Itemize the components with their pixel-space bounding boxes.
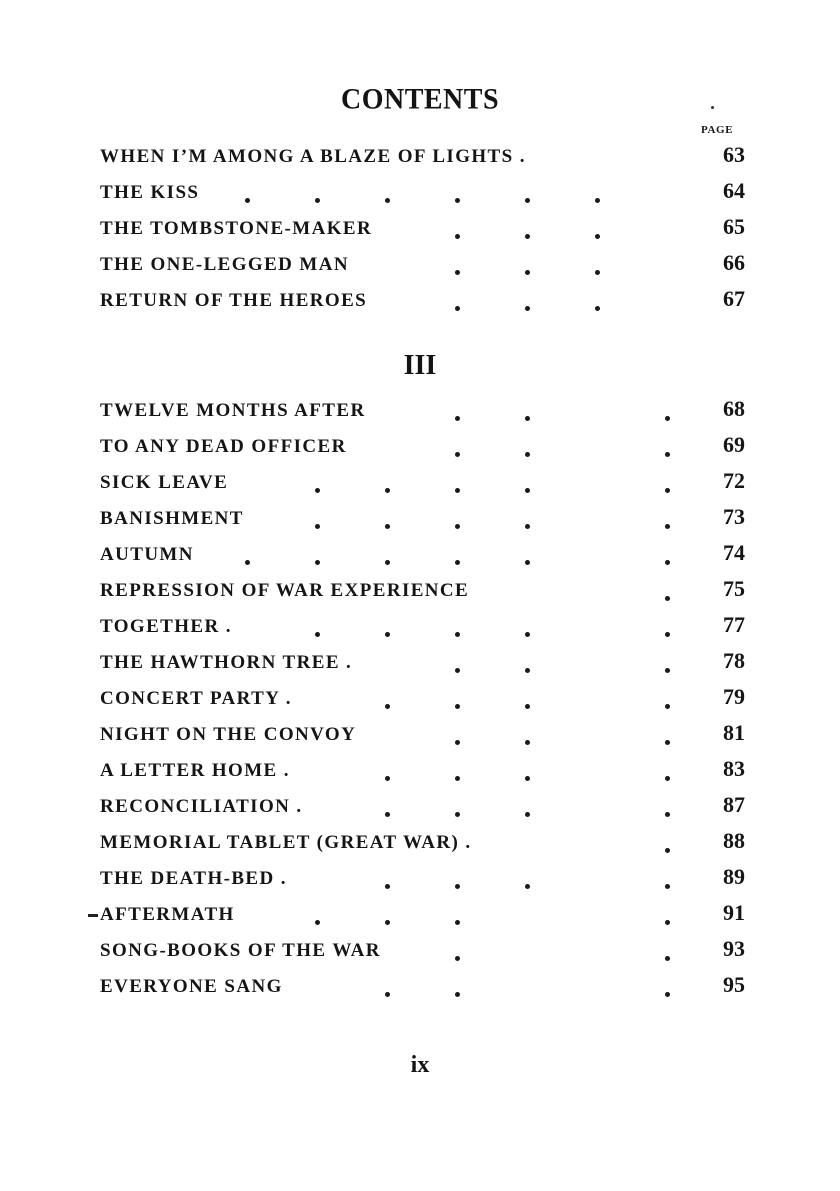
toc-entry-page: 81: [723, 720, 745, 745]
leader-dots: [100, 178, 700, 212]
leader-dot: [455, 306, 460, 311]
toc-entry-page: 87: [723, 792, 745, 817]
leader-dot: [455, 884, 460, 889]
leader-dot: [455, 234, 460, 239]
leader-dot: [385, 884, 390, 889]
toc-entry-page: 88: [723, 828, 745, 853]
toc-entry-page: 89: [723, 864, 745, 889]
toc-entry[interactable]: [100, 396, 745, 430]
leader-dot: [595, 198, 600, 203]
leader-dot: [525, 452, 530, 457]
leader-dot: [525, 270, 530, 275]
leader-dots: [100, 286, 700, 320]
toc-entry-title: MEMORIAL TABLET (GREAT WAR) .: [100, 832, 472, 853]
leader-dot: [665, 704, 670, 709]
toc-entry-title: NIGHT ON THE CONVOY: [100, 724, 357, 745]
leader-dots: [100, 648, 700, 682]
leader-dot: [665, 452, 670, 457]
page-column-label: PAGE: [701, 124, 734, 136]
page-folio: ix: [410, 1052, 430, 1078]
toc-entry-title: THE KISS: [100, 182, 200, 203]
leader-dot: [525, 234, 530, 239]
leader-dots: [100, 612, 700, 646]
toc-entry[interactable]: [100, 936, 745, 970]
toc-entry-title: THE ONE-LEGGED MAN: [100, 254, 349, 275]
toc-entry[interactable]: [100, 214, 745, 248]
leader-dot: [665, 884, 670, 889]
toc-entry[interactable]: [100, 468, 745, 502]
section-heading: III: [403, 350, 437, 381]
leader-dot: [665, 488, 670, 493]
contents-heading: CONTENTS: [340, 83, 500, 116]
leader-dots: [100, 936, 700, 970]
leader-dot: [455, 270, 460, 275]
toc-entry[interactable]: [100, 756, 745, 790]
leader-dots: [100, 972, 700, 1006]
toc-entry-page: 79: [723, 684, 745, 709]
leader-dots: [100, 540, 700, 574]
toc-entry-title: SICK LEAVE: [100, 472, 229, 493]
toc-entry[interactable]: [100, 828, 745, 862]
leader-dot: [455, 198, 460, 203]
leader-dot: [665, 668, 670, 673]
leader-dot: [245, 560, 250, 565]
leader-dots: [100, 864, 700, 898]
leader-dot: [525, 488, 530, 493]
leader-dot: [315, 524, 320, 529]
leader-dot: [525, 632, 530, 637]
toc-entry-page: 68: [723, 396, 745, 421]
leader-dots: [100, 792, 700, 826]
toc-entry-title: TOGETHER .: [100, 616, 232, 637]
toc-entry-page: 95: [723, 972, 745, 997]
toc-entry[interactable]: [100, 142, 745, 176]
leader-dot: [455, 632, 460, 637]
toc-entry[interactable]: [100, 576, 745, 610]
leader-dot: [595, 234, 600, 239]
leader-dot: [665, 776, 670, 781]
leader-dot: [665, 992, 670, 997]
toc-entry[interactable]: [100, 972, 745, 1006]
leader-dots: [100, 828, 700, 862]
toc-entry[interactable]: [100, 684, 745, 718]
toc-entry[interactable]: [100, 864, 745, 898]
leader-dot: [455, 668, 460, 673]
leader-dot: [385, 776, 390, 781]
toc-entry-title: AUTUMN: [100, 544, 194, 565]
toc-entry-page: 93: [723, 936, 745, 961]
leader-dot: [525, 776, 530, 781]
toc-entry-page: 65: [723, 214, 745, 239]
leader-dot: [455, 740, 460, 745]
leader-dot: [315, 488, 320, 493]
leader-dot: [315, 920, 320, 925]
leader-dot: [665, 524, 670, 529]
leader-dot: [455, 956, 460, 961]
leader-dot: [385, 488, 390, 493]
leader-dots: [100, 468, 700, 502]
toc-entry-title: REPRESSION OF WAR EXPERIENCE: [100, 580, 470, 601]
toc-entry-page: 74: [723, 540, 745, 565]
leader-dots: [100, 576, 700, 610]
toc-entry[interactable]: [100, 286, 745, 320]
toc-entry-page: 67: [723, 286, 745, 311]
leader-dot: [385, 812, 390, 817]
leader-dot: [665, 416, 670, 421]
toc-entry[interactable]: [100, 612, 745, 646]
toc-entry-page: 66: [723, 250, 745, 275]
toc-entry-page: 73: [723, 504, 745, 529]
toc-entry[interactable]: [100, 250, 745, 284]
leader-dot: [525, 704, 530, 709]
toc-entry-title: RECONCILIATION .: [100, 796, 303, 817]
toc-entry-page: 63: [723, 142, 745, 167]
leader-dot: [525, 560, 530, 565]
toc-entry-title: AFTERMATH: [100, 904, 235, 925]
leader-dot: [385, 524, 390, 529]
toc-entry-page: 69: [723, 432, 745, 457]
leader-dots: [100, 504, 700, 538]
leader-dot: [525, 812, 530, 817]
leader-dot: [525, 884, 530, 889]
toc-entry[interactable]: [100, 900, 745, 934]
leader-dot: [665, 560, 670, 565]
leader-dot: [595, 306, 600, 311]
leader-dots: [100, 720, 700, 754]
toc-entry-title: TWELVE MONTHS AFTER: [100, 400, 366, 421]
leader-dot: [385, 704, 390, 709]
leader-dot: [665, 812, 670, 817]
toc-entry-page: 77: [723, 612, 745, 637]
leader-dot: [315, 198, 320, 203]
leader-dots: [100, 250, 700, 284]
toc-entry-page: 78: [723, 648, 745, 673]
margin-mark: [88, 914, 98, 917]
leader-dots: [100, 432, 700, 466]
leader-dot: [455, 452, 460, 457]
toc-entry[interactable]: [100, 504, 745, 538]
toc-entry[interactable]: [100, 792, 745, 826]
toc-entry-title: SONG-BOOKS OF THE WAR: [100, 940, 381, 961]
toc-entry[interactable]: [100, 720, 745, 754]
toc-entry-title: TO ANY DEAD OFFICER: [100, 436, 347, 457]
toc-entry-title: THE HAWTHORN TREE .: [100, 652, 353, 673]
toc-entry-title: BANISHMENT: [100, 508, 244, 529]
leader-dot: [525, 198, 530, 203]
stray-mark: [711, 106, 714, 109]
leader-dot: [525, 668, 530, 673]
leader-dot: [665, 920, 670, 925]
leader-dot: [665, 596, 670, 601]
leader-dot: [385, 198, 390, 203]
leader-dot: [455, 812, 460, 817]
leader-dot: [525, 524, 530, 529]
toc-entry-page: 64: [723, 178, 745, 203]
leader-dot: [455, 524, 460, 529]
leader-dots: [100, 396, 700, 430]
leader-dots: [100, 756, 700, 790]
leader-dot: [245, 198, 250, 203]
leader-dots: [100, 900, 700, 934]
leader-dot: [385, 560, 390, 565]
leader-dot: [665, 848, 670, 853]
toc-entry-title: THE TOMBSTONE-MAKER: [100, 218, 373, 239]
toc-entry-page: 75: [723, 576, 745, 601]
toc-entry-page: 72: [723, 468, 745, 493]
toc-entry-title: A LETTER HOME .: [100, 760, 290, 781]
leader-dot: [455, 992, 460, 997]
leader-dot: [525, 740, 530, 745]
leader-dot: [385, 992, 390, 997]
leader-dot: [665, 956, 670, 961]
leader-dot: [455, 920, 460, 925]
leader-dot: [665, 740, 670, 745]
leader-dot: [525, 306, 530, 311]
toc-entry-title: EVERYONE SANG: [100, 976, 283, 997]
leader-dots: [100, 684, 700, 718]
leader-dot: [455, 704, 460, 709]
toc-entry[interactable]: [100, 540, 745, 574]
leader-dot: [595, 270, 600, 275]
toc-entry[interactable]: [100, 432, 745, 466]
toc-entry-title: CONCERT PARTY .: [100, 688, 292, 709]
toc-entry-title: THE DEATH-BED .: [100, 868, 287, 889]
leader-dot: [455, 776, 460, 781]
leader-dots: [100, 214, 700, 248]
toc-entry-page: 91: [723, 900, 745, 925]
toc-entry[interactable]: [100, 648, 745, 682]
toc-entry[interactable]: [100, 178, 745, 212]
leader-dot: [525, 416, 530, 421]
leader-dot: [455, 560, 460, 565]
leader-dot: [455, 488, 460, 493]
toc-entry-title: RETURN OF THE HEROES: [100, 290, 368, 311]
leader-dot: [315, 632, 320, 637]
leader-dot: [315, 560, 320, 565]
leader-dot: [455, 416, 460, 421]
leader-dot: [665, 632, 670, 637]
toc-entry-page: 83: [723, 756, 745, 781]
leader-dot: [385, 632, 390, 637]
toc-entry-title: WHEN I’M AMONG A BLAZE OF LIGHTS .: [100, 146, 526, 167]
leader-dot: [385, 920, 390, 925]
